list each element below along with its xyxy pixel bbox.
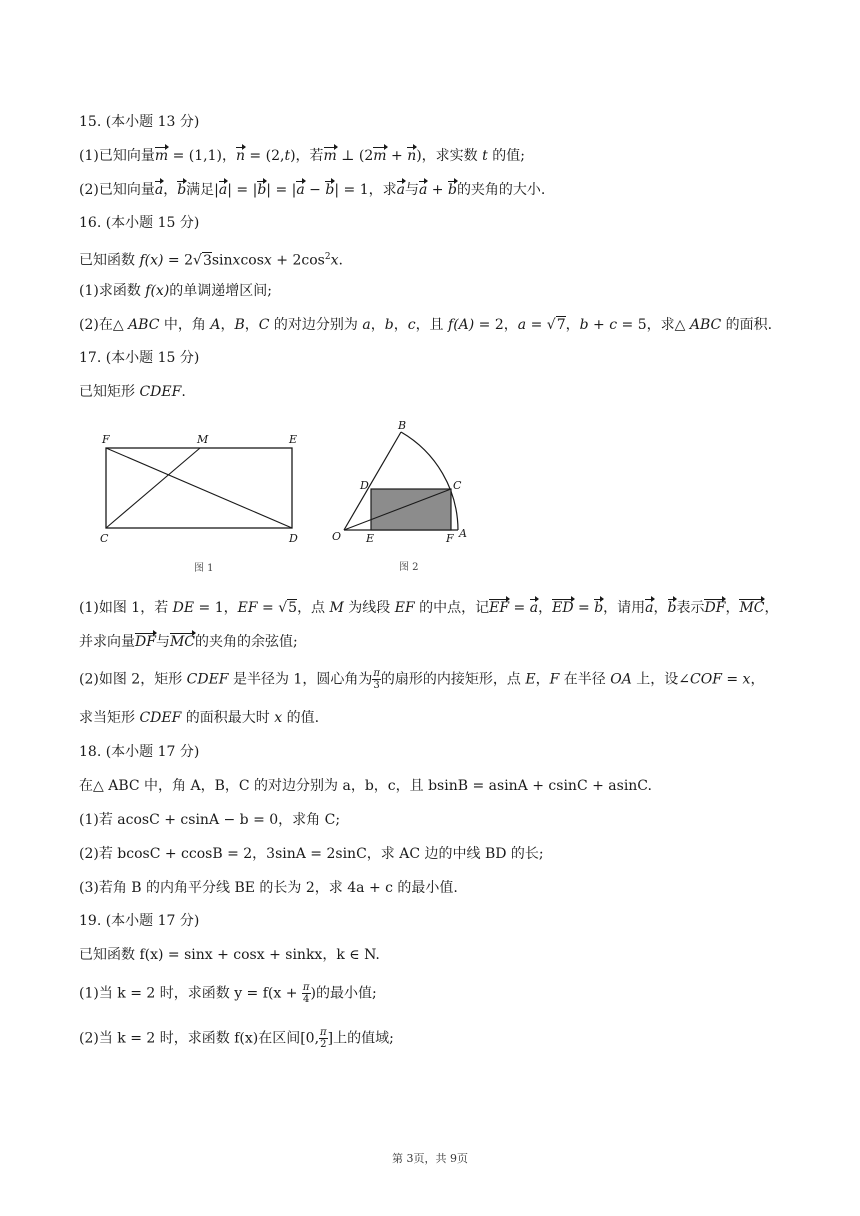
figure-2 (328, 418, 478, 578)
q17-part1: (1)如图 1，若 DE = 1，EF = √5，点 M 为线段 EF 的中点，记EF = a，ED = b，请用a，b表示DF，MC， (79, 600, 779, 616)
q18-part1: (1)若 acosC + csinA − b = 0，求角 C; (79, 812, 341, 828)
q17-part1-cont: 并求向量DF与MC的夹角的余弦值; (79, 634, 298, 650)
fraction-pi-over-4: $\frac{\pi}{4}$ (302, 982, 310, 1005)
figure-1 (90, 425, 320, 580)
q18-part2: (2)若 bcosC + ccosB = 2，3sinA = 2sinC，求 AC 边的中线 BD 的长; (79, 846, 544, 862)
segment-cm (106, 448, 200, 528)
label-e: E (289, 433, 298, 446)
q18-header: 18. (本小题 17 分) (79, 744, 200, 760)
label-c2: C (453, 479, 462, 492)
q19-header: 19. (本小题 17 分) (79, 913, 200, 929)
figure-2-caption: 图 2 (399, 562, 419, 573)
q16-part2: (2)在△ ABC 中，角 A，B，C 的对边分别为 a，b，c，且 f(A) = 2，a = √7，b + c = 5，求△ ABC 的面积. (79, 317, 773, 333)
label-m: M (197, 433, 209, 446)
segment-fd (106, 448, 292, 528)
figure-1-caption: 图 1 (194, 563, 214, 574)
label-d2: D (360, 479, 369, 492)
q17-header: 17. (本小题 15 分) (79, 350, 200, 366)
q19-part2: (2)当 k = 2 时，求函数 f(x)在区间[0, $\frac{\pi}{2}$ ]上的值域; (79, 1027, 394, 1050)
label-c: C (100, 532, 109, 545)
q15-header: 15. (本小题 13 分) (79, 114, 200, 130)
label-f: F (102, 433, 110, 446)
q15-part2: (2)已知向量a，b满足|a| = |b| = |a − b| = 1，求a与a + b的夹角的大小. (79, 182, 546, 198)
q18-stem: 在△ ABC 中，角 A，B，C 的对边分别为 a，b，c，且 bsinB = asinA + csinC + asinC. (79, 778, 652, 794)
label-a: A (459, 527, 467, 540)
q19-stem: 已知函数 f(x) = sinx + cosx + sinkx，k ∈ N. (79, 947, 380, 963)
q17-stem: 已知矩形 CDEF. (79, 384, 186, 400)
label-e2: E (366, 532, 375, 545)
inscribed-rectangle (371, 489, 451, 530)
label-d: D (289, 532, 298, 545)
q17-part2-cont: 求当矩形 CDEF 的面积最大时 x 的值. (79, 710, 320, 726)
q16-header: 16. (本小题 15 分) (79, 215, 200, 231)
page-footer: 第 3页，共 9页 (392, 1152, 468, 1165)
q15-part1: (1)已知向量m = (1,1)，n = (2,t)，若m ⊥ (2m + n)，求实数 t 的值; (79, 148, 525, 164)
q16-part1: (1)求函数 f(x)的单调递增区间; (79, 283, 273, 299)
label-o: O (332, 530, 342, 543)
q19-part1: (1)当 k = 2 时，求函数 y = f(x + $\frac{\pi}{4}$ )的最小值; (79, 982, 377, 1005)
q16-stem: 已知函数 f(x) = 2√3sinxcosx + $2\cos^2x$. (79, 252, 343, 269)
label-b: B (398, 419, 407, 432)
label-f2: F (446, 532, 454, 545)
fraction-pi-over-2: $\frac{\pi}{2}$ (320, 1027, 327, 1050)
q18-part3: (3)若角 B 的内角平分线 BE 的长为 2，求 4a + c 的最小值. (79, 880, 458, 896)
q17-part2: (2)如图 2，矩形 CDEF 是半径为 1，圆心角为 $\frac{\pi}{3}$ 的扇形的内接矩形，点 E，F 在半径 OA 上，设∠COF = x， (79, 668, 765, 691)
fraction-pi-over-3: $\frac{\pi}{3}$ (373, 668, 380, 691)
